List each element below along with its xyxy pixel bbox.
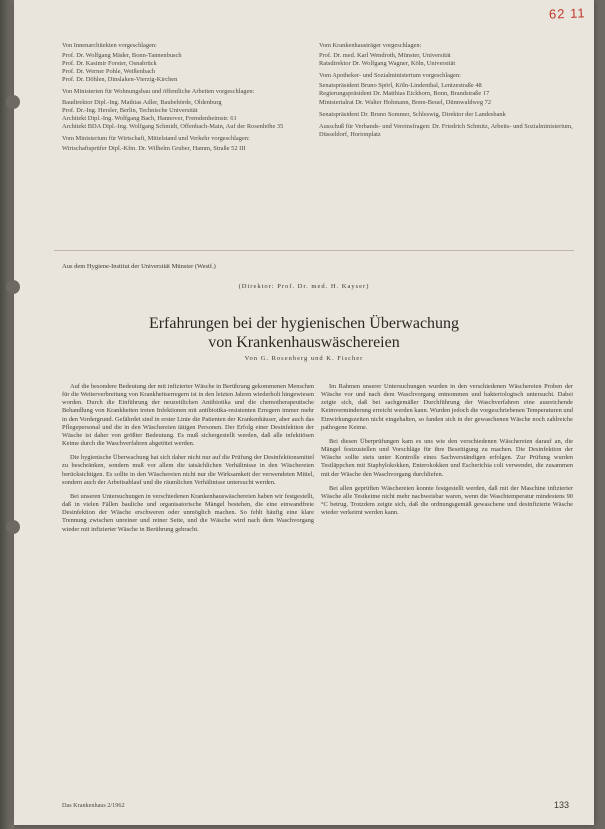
member-line: Architekt BDA Dipl.-Ing. Wolfgang Schmidt, Offenbach-Main, Auf der Rosenhöhe 35 <box>62 122 284 130</box>
member-line: Prof. Dr. med. Karl Wendroth, Münster, Universität <box>319 52 451 60</box>
paragraph: Bei unseren Untersuchungen in verschiedenen Krankenhauswäschereien haben wir festgestellt, daß in vielen Fällen bauliche und organisatorische Mängel bestehen, die eine einwandfreie Desinfektion der Wäsche erschweren oder unmöglich machen. So fehlt häufig eine klare Trennung zwischen unreiner und reiner Seite, und die Wäsche wird nach dem Waschvorgang wieder mit infizierter Wäsche in Berührung gebracht. <box>62 492 314 533</box>
title-line-1: Erfahrungen bei der hygienischen Überwachung <box>148 315 460 332</box>
member-line: Senatspräsident Bruno Spörl, Köln-Lindenthal, Lentzestraße 48 <box>319 82 482 90</box>
section-heading: Vom Ministerium für Wirtschaft, Mittelstand und Verkehr vorgeschlagen: <box>62 134 250 142</box>
journal-footer: Das Krankenhaus 2/1962 <box>62 802 125 809</box>
member-line: Wirtschaftsprüfer Dipl.-Kfm. Dr. Wilhelm Gruber, Hamm, Straße 52 III <box>62 145 246 153</box>
committee-section <box>319 72 574 106</box>
member-line: Regierungspräsident Dr. Matthias Eickhorn, Bonn, Brandstraße 17 <box>319 90 490 98</box>
committee-section <box>62 42 307 84</box>
member-line: Prof. Dr. Döhlen, Dinslaken-Vierzig-Kirchen <box>62 76 178 84</box>
article-title <box>14 314 594 352</box>
section-heading: Vom Apotheker- und Sozialministerium vorgeschlagen: <box>319 72 461 80</box>
committee-section <box>319 123 574 139</box>
paragraph: Auf die besondere Bedeutung der mit infizierter Wäsche in Berührung gekommenen Menschen für die Weiterverbreitung von Krankheitserregern ist in den letzten Jahren wiederholt hingewiesen worden. Durch die Einführung der neuzeitlichen Antibiotika und die chemotherapeutische Behandlung von Krankheiten treten Infektionen mit antibiotika-resistenten Erregern immer mehr in den Vordergrund. Gefährdet sind in erster Linie die Patienten der Krankenhäuser, aber auch das Pflegepersonal und die in den Wäschereien tätigen Personen. Der Erfolg einer Desinfektion der Wäsche ist daher von größter Bedeutung. Es muß sichergestellt werden, daß alle infektiösen Keime durch die Waschverfahren abgetötet werden. <box>62 383 314 448</box>
committee-section <box>319 42 574 68</box>
article-authors: Von G. Rosenberg und K. Fischer <box>244 355 364 362</box>
committee-section <box>62 135 307 153</box>
committee-section <box>62 88 307 130</box>
page-number: 133 <box>554 800 570 810</box>
paragraph: Im Rahmen unserer Untersuchungen wurden in den verschiedenen Wäschereien Proben der Wäsche vor und nach dem Waschvorgang entnommen und bakteriologisch untersucht. Dabei zeigte sich, daß bei sachgemäßer Durchführung der Waschverfahren eine ausreichende Keimverminderung erreicht werden kann. Wurden jedoch die vorgeschriebenen Temperaturen und Einwirkungszeiten nicht eingehalten, so fanden sich in der gewaschenen Wäsche noch zahlreiche pathogene Keime. <box>321 383 573 431</box>
member-line: Prof. Dr. Werner Pohle, Weißenbach <box>62 68 155 76</box>
director-line: (Direktor: Prof. Dr. med. H. Kayser) <box>238 283 370 290</box>
member-line: Ratsdirektor Dr. Wolfgang Wagner, Köln, Universität <box>319 60 456 68</box>
member-line: Prof. Dr.-Ing. Hersler, Berlin, Technische Universität <box>62 106 198 114</box>
body-column-left <box>62 383 314 540</box>
member-line: Ausschuß für Verbands- und Vereinsfragen: Dr. Friedrich Schmitz, Arbeits- und Sozialministerium, Düsseldorf, Horionplatz <box>319 122 573 138</box>
member-line: Baudirektor Dipl.-Ing. Mathias Adler, Baubehörde, Oldenburg <box>62 98 222 106</box>
document-page <box>14 0 594 825</box>
institute-line: Aus dem Hygiene-Institut der Universität Münster (Westf.) <box>62 263 216 270</box>
punch-hole <box>6 95 20 109</box>
member-line: Senatspräsident Dr. Bruno Sommer, Schleswig, Direktor der Landesbank <box>319 110 506 118</box>
punch-hole <box>6 520 20 534</box>
paragraph: Bei allen geprüften Wäschereien konnte festgestellt werden, daß mit der Maschine infizierter Wäsche alle Testkeime nicht mehr nachweisbar waren, wenn die Waschtemperatur mindestens 90 °C betrug. Trotzdem zeigte sich, daß die ordnungsgemäß gewaschene und desinfizierte Wäsche wieder verkeimt werden kann. <box>321 484 573 517</box>
member-line: Architekt Dipl.-Ing. Wolfgang Bach, Hannover, Fremdenheimstr. 61 <box>62 114 237 122</box>
member-line: Ministerialrat Dr. Walter Hohmann, Bonn-Beuel, Dünnwaldweg 72 <box>319 98 492 106</box>
member-line: Prof. Dr. Kasimir Forster, Osnabrück <box>62 60 157 68</box>
title-line-2: von Krankenhauswäschereien <box>208 334 400 351</box>
section-heading: Von Innenarchitekten vorgeschlagen: <box>62 42 157 49</box>
divider <box>54 250 574 251</box>
section-heading: Vom Krankenhausträger vorgeschlagen: <box>319 42 422 49</box>
archive-stamp: 62 11 <box>549 5 587 22</box>
section-heading: Von Ministerien für Wohnungsbau und öffentliche Arbeiten vorgeschlagen: <box>62 88 255 96</box>
paragraph: Bei diesen Überprüfungen kam es uns wie den verschiedenen Wäschereien darauf an, die Mängel festzustellen und Vorschläge für ihre Beseitigung zu machen. Die Desinfektion der Wäsche sollte stets unter Kontrolle eines Sachverständigen erfolgen. Zur Prüfung wurden Testläppchen mit Staphylokokken, Enterokokken und Escherichia coli verwendet, die zusammen mit der Wäsche den Waschvorgang durchliefen. <box>321 437 573 478</box>
paragraph: Die hygienische Überwachung hat sich daher nicht nur auf die Prüfung der Desinfektionsmittel zu beschränken, sondern muß vor allem die tatsächlichen Verhältnisse in den Wäschereien berücksichtigen. Es sollte in den Wäschereien nicht nur die Wirksamkeit der verwendeten Mittel, sondern auch der Arbeitsablauf und die räumlichen Verhältnisse untersucht werden. <box>62 454 314 486</box>
committee-list-left <box>62 42 307 157</box>
committee-section <box>319 111 574 119</box>
body-column-right <box>321 383 573 523</box>
member-line: Prof. Dr. Wolfgang Mäder, Bonn-Tannenbusch <box>62 52 182 60</box>
committee-list-right <box>319 42 574 143</box>
binding-edge <box>0 0 14 829</box>
